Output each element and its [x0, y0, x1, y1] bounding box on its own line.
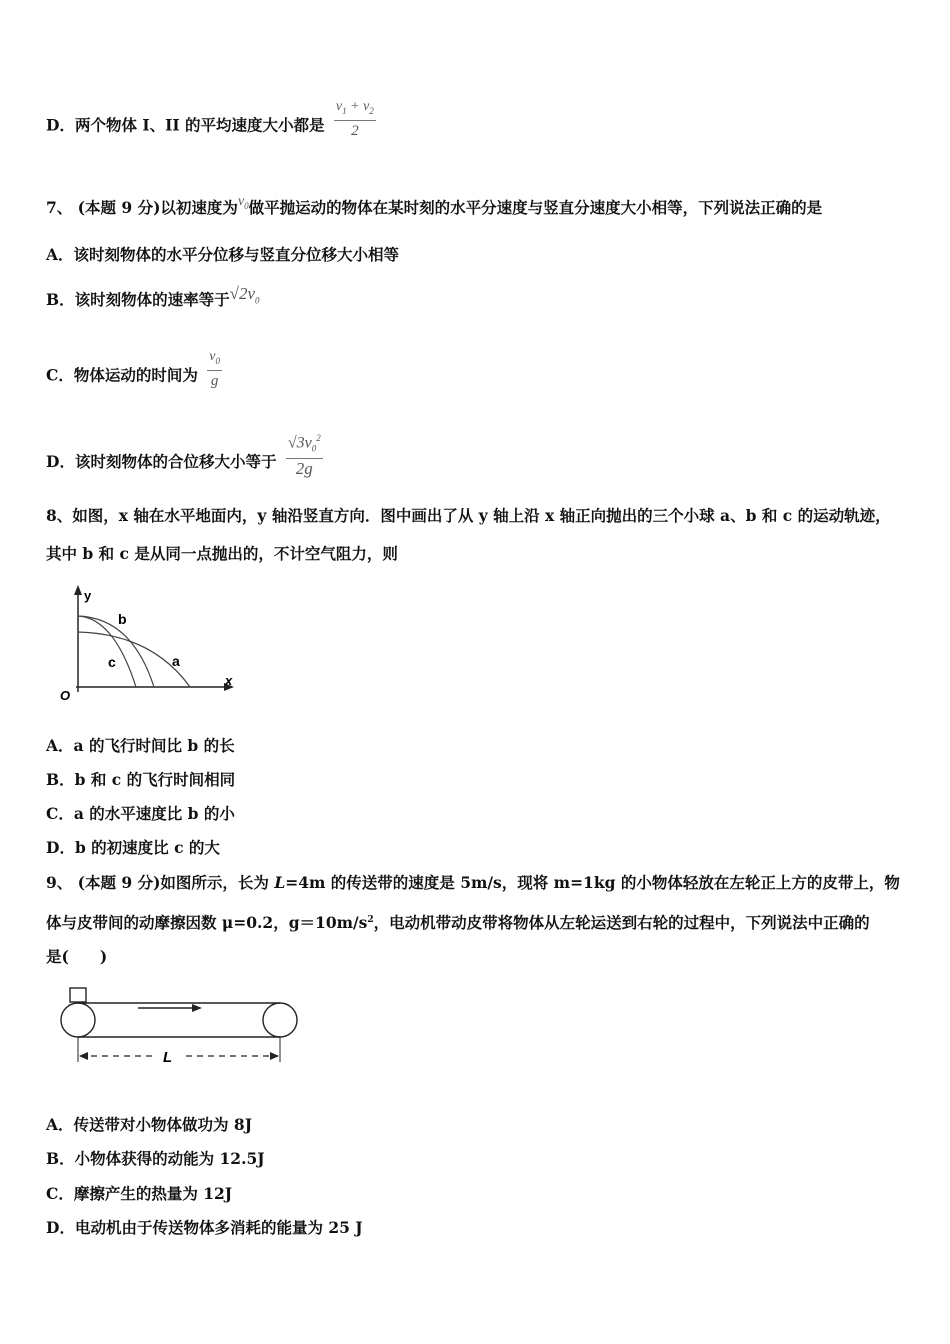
q6-average-velocity-formula: $\frac{v_1 + v_2}{2}$ — [335, 99, 374, 139]
q9-conveyor-figure — [58, 984, 304, 1070]
q7-option-c-formula: $\frac{v_0}{g}$ — [209, 349, 220, 389]
q7-v0: $v_0$ — [237, 194, 249, 211]
trajectory-b — [78, 616, 154, 687]
curve-label-b: b — [118, 611, 127, 627]
q9-option-c: C．摩擦产生的热量为 12J — [46, 1184, 233, 1203]
q9-option-b: B．小物体获得的动能为 12.5J — [46, 1149, 265, 1168]
curve-label-c: c — [108, 654, 116, 670]
q8-option-d: D．b 的初速度比 c 的大 — [46, 838, 220, 857]
q7-option-b-formula: $√2v_0$ — [229, 284, 260, 306]
q9-stem-line2: 体与皮带间的动摩擦因数 μ=0.2，$g=10m/s^2$，电动机带动皮带将物体从左轮运送到右轮的过程中，下列说法中正确的 — [46, 913, 870, 933]
q8-trajectory-figure — [52, 582, 242, 708]
small-block — [70, 988, 86, 1002]
q8-option-b: B．b 和 c 的飞行时间相同 — [46, 770, 236, 789]
q8-stem-line1: 8、如图，x 轴在水平地面内，y 轴沿竖直方向．图中画出了从 y 轴上沿 x 轴正向抛出的三个小球 a、b 和 c 的运动轨迹， — [46, 506, 891, 525]
q9-stem-line1: 9、 (本题 9 分)如图所示，长为 L=4m 的传送带的速度是 5m/s，现将 m=1kg 的小物体轻放在左轮正上方的皮带上，物 — [46, 873, 900, 892]
length-label: L — [163, 1049, 173, 1066]
left-wheel — [61, 1003, 95, 1037]
q9-option-d: D．电动机由于传送物体多消耗的能量为 25 J — [46, 1218, 363, 1237]
q8-option-c: C．a 的水平速度比 b 的小 — [46, 804, 235, 823]
q9-stem-line3: 是( ) — [46, 947, 108, 966]
q7-option-d: D．该时刻物体的合位移大小等于 $\frac{√3v_0^2}{2g}$ — [46, 447, 323, 479]
q8-option-a: A．a 的飞行时间比 b 的长 — [46, 736, 235, 755]
dimension-arrow-left — [79, 1052, 88, 1060]
q9-option-a: A．传送带对小物体做功为 8J — [46, 1115, 253, 1134]
motion-arrow-head — [192, 1004, 202, 1012]
q7-option-b: B．该时刻物体的速率等于$√2v_0$ — [46, 284, 260, 309]
dimension-arrow-right — [270, 1052, 279, 1060]
x-axis-label: x — [225, 673, 233, 688]
q7-option-c: C．物体运动的时间为 $\frac{v_0}{g}$ — [46, 349, 220, 389]
y-axis-arrow — [74, 585, 82, 595]
y-axis-label: y — [84, 588, 92, 603]
q6-option-d — [46, 99, 376, 141]
trajectory-c — [78, 616, 136, 687]
q7-stem: 7、 (本题 9 分)以初速度为$v_0$做平抛运动的物体在某时刻的水平分速度与竖直分速度大小相等，下列说法正确的是 — [46, 194, 823, 217]
q8-stem-line2: 其中 b 和 c 是从同一点抛出的，不计空气阻力，则 — [46, 544, 398, 563]
origin-label: O — [60, 688, 71, 703]
right-wheel — [263, 1003, 297, 1037]
q6-option-d-text: D．两个物体 I、II 的平均速度大小都是 — [46, 115, 325, 135]
q7-option-a: A．该时刻物体的水平分位移与竖直分位移大小相等 — [46, 245, 400, 264]
q7-option-d-formula: $\frac{√3v_0^2}{2g}$ — [286, 429, 323, 479]
curve-label-a: a — [172, 653, 180, 669]
